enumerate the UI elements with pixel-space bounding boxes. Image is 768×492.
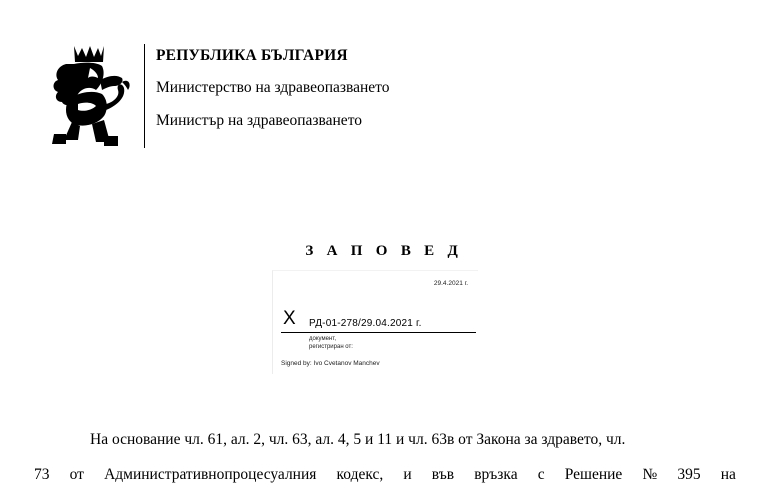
body-paragraph-line-1: На основание чл. 61, ал. 2, чл. 63, ал. 4, 5 и 11 и чл. 63в от Закона за здравето, чл. xyxy=(90,431,626,448)
signature-caption-1: документ, xyxy=(309,336,336,342)
body-word: връзка xyxy=(474,466,518,483)
body-word: Административнопроцесуалния xyxy=(104,466,317,483)
signature-caption-2: регистриран от: xyxy=(309,344,353,350)
body-word: на xyxy=(720,466,736,483)
body-word: от xyxy=(69,466,84,483)
bulgarian-lion-coat-of-arms-icon xyxy=(44,40,134,148)
document-title: З А П О В Е Д xyxy=(305,243,463,259)
signed-by: Signed by: Ivo Cvetanov Manchev xyxy=(281,360,380,367)
signature-line xyxy=(281,332,476,333)
body-word: 395 xyxy=(677,466,701,483)
registration-number: РД-01-278/29.04.2021 г. xyxy=(309,318,422,329)
body-word: Решение xyxy=(564,466,623,483)
body-word: във xyxy=(431,466,455,483)
body-word: № xyxy=(642,466,658,483)
ministry-name: Министерство на здравеопазването xyxy=(156,79,390,96)
signature-date: 29.4.2021 г. xyxy=(433,280,468,287)
minister-title: Министър на здравеопазването xyxy=(156,112,363,129)
signature-mark: X xyxy=(283,308,296,329)
body-paragraph-line-2 xyxy=(34,466,736,484)
republic-heading: РЕПУБЛИКА БЪЛГАРИЯ xyxy=(156,47,348,64)
body-word: с xyxy=(537,466,545,483)
body-word: кодекс, xyxy=(336,466,384,483)
digital-signature-block xyxy=(272,270,478,374)
body-word: и xyxy=(403,466,412,483)
body-word: 73 xyxy=(34,466,50,483)
header-divider xyxy=(144,44,145,148)
